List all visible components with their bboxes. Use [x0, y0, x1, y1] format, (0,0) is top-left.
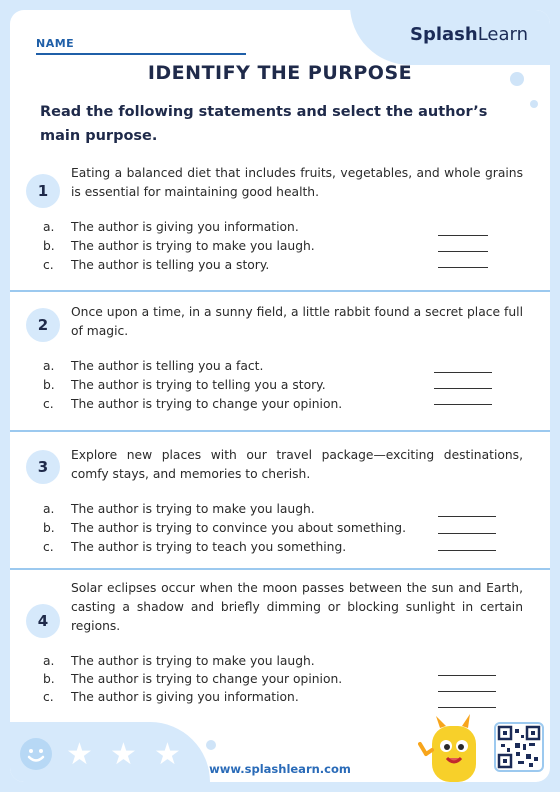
question-number-badge: 3 — [26, 450, 60, 484]
section-divider — [10, 568, 550, 570]
answer-blank[interactable] — [438, 533, 496, 534]
question-text: Explore new places with our travel package—exciting destinations, comfy stays, and memories to cherish. — [71, 448, 523, 481]
section-divider — [10, 430, 550, 432]
option-b — [43, 376, 523, 395]
answer-blank[interactable] — [434, 388, 492, 389]
star-icon: ★ — [66, 737, 93, 772]
footer-url[interactable]: www.splashlearn.com — [209, 762, 351, 776]
decorative-dot — [206, 740, 216, 750]
instructions: Read the following statements and select the author’s main purpose. — [40, 104, 488, 144]
option-text: The author is trying to make you laugh. — [71, 654, 315, 668]
decorative-dot — [530, 100, 538, 108]
option-text: The author is telling you a story. — [71, 258, 270, 272]
option-text: The author is giving you information. — [71, 690, 299, 704]
logo-splash-text: Splash — [409, 24, 478, 45]
star-icon: ★ — [154, 737, 181, 772]
option-text: The author is trying to change your opinion. — [71, 397, 343, 411]
option-b — [43, 237, 523, 256]
question-number-badge: 4 — [26, 604, 60, 638]
option-letter: c. — [43, 540, 54, 554]
name-field[interactable] — [36, 32, 246, 55]
answer-blank[interactable] — [438, 707, 496, 708]
option-a — [43, 652, 523, 671]
answer-blank[interactable] — [434, 404, 492, 405]
answer-blank[interactable] — [438, 550, 496, 551]
option-letter: c. — [43, 258, 54, 272]
option-a — [43, 357, 523, 376]
option-text: The author is trying to telling you a story. — [71, 378, 326, 392]
logo-learn-text: Learn — [477, 24, 528, 45]
page-title: IDENTIFY THE PURPOSE — [147, 62, 413, 84]
worksheet — [10, 10, 550, 782]
option-b — [43, 670, 523, 689]
option-text: The author is trying to change your opinion. — [71, 672, 343, 686]
section-divider — [10, 290, 550, 292]
option-letter: a. — [43, 654, 55, 668]
option-text: The author is telling you a fact. — [71, 359, 264, 373]
option-letter: c. — [43, 397, 54, 411]
answer-blank[interactable] — [438, 251, 488, 252]
answer-blank[interactable] — [438, 516, 496, 517]
question-number-badge: 1 — [26, 174, 60, 208]
answer-blank[interactable] — [438, 675, 496, 676]
option-letter: b. — [43, 239, 55, 253]
answer-blank[interactable] — [438, 691, 496, 692]
question-text: Eating a balanced diet that includes fruits, vegetables, and whole grains is essential for maintaining good health. — [71, 166, 523, 199]
option-text: The author is trying to teach you something. — [71, 540, 347, 554]
option-c — [43, 538, 523, 557]
option-b — [43, 519, 523, 538]
answer-blank[interactable] — [434, 372, 492, 373]
answer-blank[interactable] — [438, 235, 488, 236]
question-text: Solar eclipses occur when the moon passes between the sun and Earth, casting a shadow and briefly dimming or blocking sunlight in certain regions. — [71, 581, 523, 633]
qr-code[interactable] — [494, 722, 544, 772]
option-c — [43, 256, 523, 275]
option-letter: b. — [43, 378, 55, 392]
option-letter: b. — [43, 521, 55, 535]
option-letter: b. — [43, 672, 55, 686]
option-letter: a. — [43, 220, 55, 234]
option-letter: c. — [43, 690, 54, 704]
option-letter: a. — [43, 502, 55, 516]
star-icon: ★ — [110, 737, 137, 772]
option-text: The author is trying to make you laugh. — [71, 239, 315, 253]
answer-blank[interactable] — [438, 267, 488, 268]
option-text: The author is trying to convince you about something. — [71, 521, 406, 535]
name-label: NAME — [36, 37, 75, 50]
splashlearn-logo — [410, 24, 528, 45]
mascot-icon — [418, 714, 488, 782]
option-text: The author is giving you information. — [71, 220, 299, 234]
option-text: The author is trying to make you laugh. — [71, 502, 315, 516]
question-text: Once upon a time, in a sunny field, a little rabbit found a secret place full of magic. — [71, 305, 523, 338]
option-letter: a. — [43, 359, 55, 373]
question-number-badge: 2 — [26, 308, 60, 342]
